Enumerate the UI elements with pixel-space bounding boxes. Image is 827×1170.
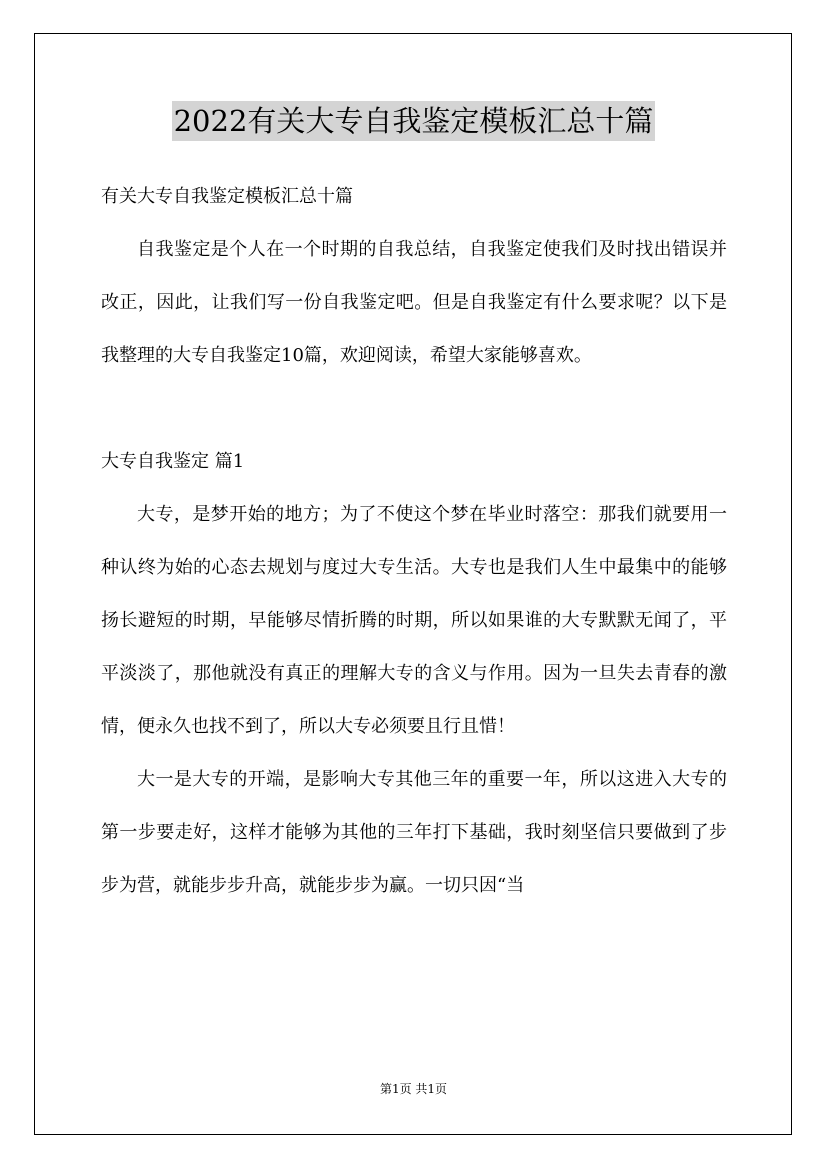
body-paragraph-1: 大专，是梦开始的地方；为了不使这个梦在毕业时落空：那我们就要用一种认终为始的心态去规划与度过大专生活。大专也是我们人生中最集中的能够扬长避短的时期，早能够尽情折腾的时期，所以如果谁的大专默默无闻了，平平淡淡了，那他就没有真正的理解大专的含义与作用。因为一旦失去青春的激情，便永久也找不到了，所以大专必须要且行且惜！	[101, 504, 727, 737]
page-footer: 第1页 共1页	[379, 1082, 448, 1096]
intro-paragraph: 自我鉴定是个人在一个时期的自我总结，自我鉴定使我们及时找出错误并改正，因此，让我们写一份自我鉴定吧。但是自我鉴定有什么要求呢？以下是我整理的大专自我鉴定10篇，欢迎阅读，希望大家能够喜欢。	[101, 239, 727, 366]
document-title: 2022有关大专自我鉴定模板汇总十篇	[172, 101, 656, 141]
section-heading: 大专自我鉴定 篇1	[101, 451, 245, 472]
document-body	[101, 170, 727, 912]
title-container	[0, 101, 827, 141]
body-paragraph-2: 大一是大专的开端，是影响大专其他三年的重要一年，所以这进入大专的第一步要走好，这样才能够为其他的三年打下基础，我时刻坚信只要做到了步步为营，就能步步升高，就能步步为赢。一切只因“当	[101, 769, 727, 896]
document-subtitle: 有关大专自我鉴定模板汇总十篇	[101, 186, 353, 207]
